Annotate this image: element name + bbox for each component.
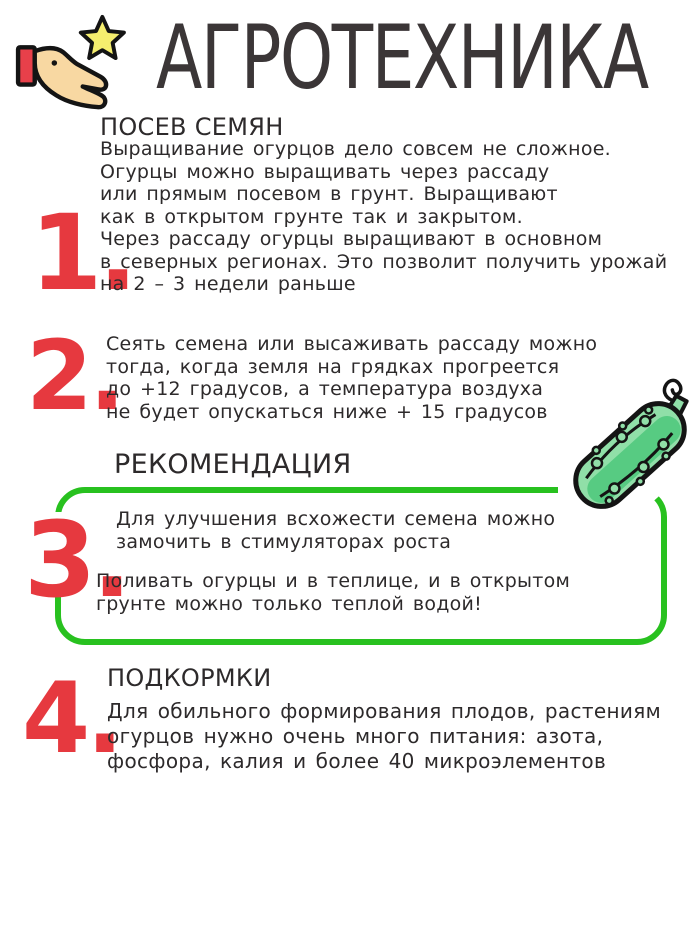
text-line: огурцов нужно очень много питания: азота, bbox=[107, 724, 604, 748]
page-title: АГРОТЕХНИКА bbox=[156, 6, 648, 109]
text-line: до +12 градусов, а температура воздуха bbox=[106, 378, 544, 400]
section-4-text bbox=[107, 699, 661, 774]
text-line: Выращивание огурцов дело совсем не сложное. bbox=[100, 138, 611, 160]
text-line: или прямым посевом в грунт. Выращивают bbox=[100, 183, 558, 205]
star-icon bbox=[81, 17, 124, 58]
section-2-text bbox=[106, 333, 597, 423]
section-1-number: 1. bbox=[30, 192, 134, 314]
recommendation-label: РЕКОМЕНДАЦИЯ bbox=[114, 449, 352, 480]
text-line: Для улучшения всхожести семена можно bbox=[116, 508, 556, 530]
recommendation-paragraph-1 bbox=[116, 508, 555, 554]
section-4-heading: ПОДКОРМКИ bbox=[107, 664, 272, 692]
recommendation-paragraph-2 bbox=[96, 570, 570, 616]
hand-shape bbox=[35, 48, 106, 107]
text-line: Огурцы можно выращивать через рассаду bbox=[100, 160, 550, 183]
text-line: как в открытом грунте так и закрытом. bbox=[100, 205, 523, 228]
cuff-shape bbox=[18, 47, 35, 84]
text-line: Поливать огурцы и в теплице, и в открытом bbox=[96, 570, 571, 592]
text-line: замочить в стимуляторах роста bbox=[116, 531, 452, 553]
section-3-number: 3. bbox=[24, 499, 128, 621]
section-2-number: 2. bbox=[26, 320, 122, 432]
text-line: грунте можно только теплой водой! bbox=[96, 593, 482, 615]
text-line: фосфора, калия и более 40 микроэлементов bbox=[107, 749, 607, 773]
text-line: не будет опускаться ниже + 15 градусов bbox=[106, 400, 548, 423]
section-4-number: 4. bbox=[22, 662, 120, 776]
hand-star-icon bbox=[12, 12, 130, 110]
text-line: тогда, когда земля на грядках прогреется bbox=[106, 355, 560, 378]
text-line: Сеять семена или высаживать рассаду можно bbox=[106, 333, 598, 355]
text-line: на 2 – 3 недели раньше bbox=[100, 273, 356, 295]
knuckle-dot bbox=[52, 60, 57, 65]
section-1-heading: ПОСЕВ СЕМЯН bbox=[100, 113, 284, 141]
text-line: Через рассаду огурцы выращивают в основном bbox=[100, 228, 603, 250]
text-line: Для обильного формирования плодов, растениям bbox=[107, 699, 662, 723]
text-line: в северных регионах. Это позволит получить урожай bbox=[100, 250, 668, 273]
section-1-text bbox=[100, 138, 667, 296]
